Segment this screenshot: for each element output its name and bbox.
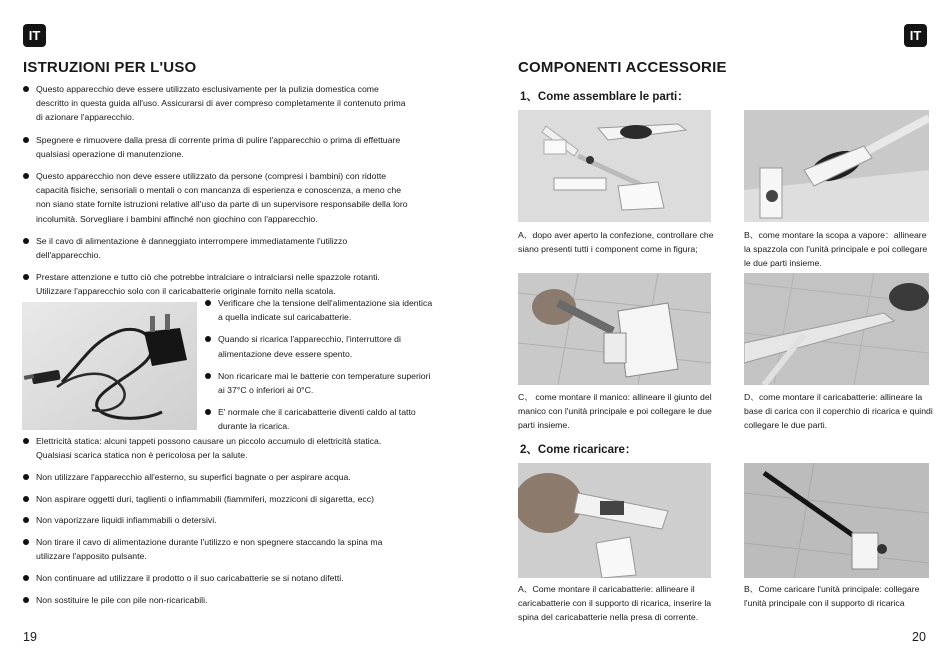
right-page-title: COMPONENTI ACCESSORIE bbox=[518, 59, 727, 76]
list-item: Non aspirare oggetti duri, taglienti o infiammabili (fiammiferi, mozziconi di sigaretta, ecc) bbox=[22, 492, 414, 506]
caption-b: B、come montare la scopa a vapore：allineare la spazzola con l'unità principale e poi collegare le due parti insieme. bbox=[744, 230, 928, 269]
section-recharge-heading: 2、Come ricaricare： bbox=[520, 444, 637, 456]
photo-steam-mop bbox=[744, 110, 929, 222]
list-item: Se il cavo di alimentazione è danneggiato interrompere immediatamente l'utilizzo dell'apparecchio. bbox=[22, 234, 414, 262]
caption-f: B、Come caricare l'unità principale: collegare l'unità principale con il supporto di ricarica bbox=[744, 584, 920, 609]
list-item: Spegnere e rimuovere dalla presa di corrente prima di pulire l'apparecchio o prima di effettuare qualsiasi operazione di manutenzione. bbox=[22, 133, 414, 161]
page-number-left: 19 bbox=[23, 630, 37, 644]
list-item: Non vaporizzare liquidi infiammabili o detersivi. bbox=[22, 513, 414, 527]
caption-a: A、dopo aver aperto la confezione, controllare che siano presenti tutti i component come in figura; bbox=[518, 230, 714, 255]
list-item: Questo apparecchio deve essere utilizzato esclusivamente per la pulizia domestica come descritto in questa guida all'uso. Assicurarsi di aver compreso completamente il contenuto prima di azionare l'apparecchio. bbox=[22, 82, 414, 125]
section-assemble-heading: 1、Come assemblare le parti： bbox=[520, 91, 689, 103]
list-item: Verificare che la tensione dell'alimentazione sia identica a quella indicate sul caricabatterie. bbox=[204, 296, 436, 324]
charger-list bbox=[204, 296, 436, 442]
caption-c: C、 come montare il manico: allineare il giunto del manico con l'unità principale e poi collegare le due parti insieme. bbox=[518, 392, 712, 431]
list-item: Non continuare ad utilizzare il prodotto o il suo caricabatterie se si notano difetti. bbox=[22, 571, 414, 585]
list-item: Quando si ricarica l'apparecchio, l'interruttore di alimentazione deve essere spento. bbox=[204, 332, 436, 360]
charger-photo bbox=[22, 302, 197, 430]
language-badge-right: IT bbox=[904, 24, 927, 47]
list-item: Non sostituire le pile con pile non-ricaricabili. bbox=[22, 593, 414, 607]
photo-charger-plug bbox=[518, 463, 711, 578]
safety-list-top bbox=[22, 82, 414, 307]
page-number-right: 20 bbox=[912, 630, 926, 644]
caption-e: A、Come montare il caricabatterie: allineare il caricabatterie con il supporto di ricarica, inserire la spina del caricabatterie nella presa di corrente. bbox=[518, 584, 712, 623]
list-item: Elettricità statica: alcuni tappeti possono causare un piccolo accumulo di elettricità statica. Qualsiasi scarica statica non è pericolosa per la salute. bbox=[22, 434, 414, 462]
list-item: Questo apparecchio non deve essere utilizzato da persone (compresi i bambini) con ridotte capacità fisiche, sensoriali o mentali o con mancanza di esperienza e conoscenza, a meno che non siano state fornite istruzioni relative all'uso da parte di un supervisore responsabile della loro incolumità. Sorvegliare i bambini affinché non giochino con l'apparecchio. bbox=[22, 169, 414, 226]
safety-list-bottom bbox=[22, 434, 414, 614]
photo-charging-unit bbox=[744, 463, 929, 578]
language-badge-left: IT bbox=[23, 24, 46, 47]
caption-d: D、come montare il caricabatterie: allineare la base di carica con il coperchio di ricarica e quindi collegare le due parti. bbox=[744, 392, 933, 431]
list-item: E' normale che il caricabatterie diventi caldo al tatto durante la ricarica. bbox=[204, 405, 436, 433]
list-item: Non ricaricare mai le batterie con temperature superiori ai 37°C o inferiori ai 0°C. bbox=[204, 369, 436, 397]
photo-components bbox=[518, 110, 711, 222]
list-item: Non utilizzare l'apparecchio all'esterno, su superfici bagnate o per aspirare acqua. bbox=[22, 470, 414, 484]
list-item: Non tirare il cavo di alimentazione durante l'utilizzo e non spegnere staccando la spina ma utilizzare l'apposito pulsante. bbox=[22, 535, 414, 563]
photo-handle bbox=[518, 273, 711, 385]
left-page-title: ISTRUZIONI PER L'USO bbox=[23, 59, 197, 76]
photo-charger-base bbox=[744, 273, 929, 385]
list-item: Prestare attenzione e tutto ciò che potrebbe intralciare o intralciarsi nelle spazzole rotanti. Utilizzare l'apparecchio solo con il caricabatterie originale fornito nella scatola. bbox=[22, 270, 414, 298]
